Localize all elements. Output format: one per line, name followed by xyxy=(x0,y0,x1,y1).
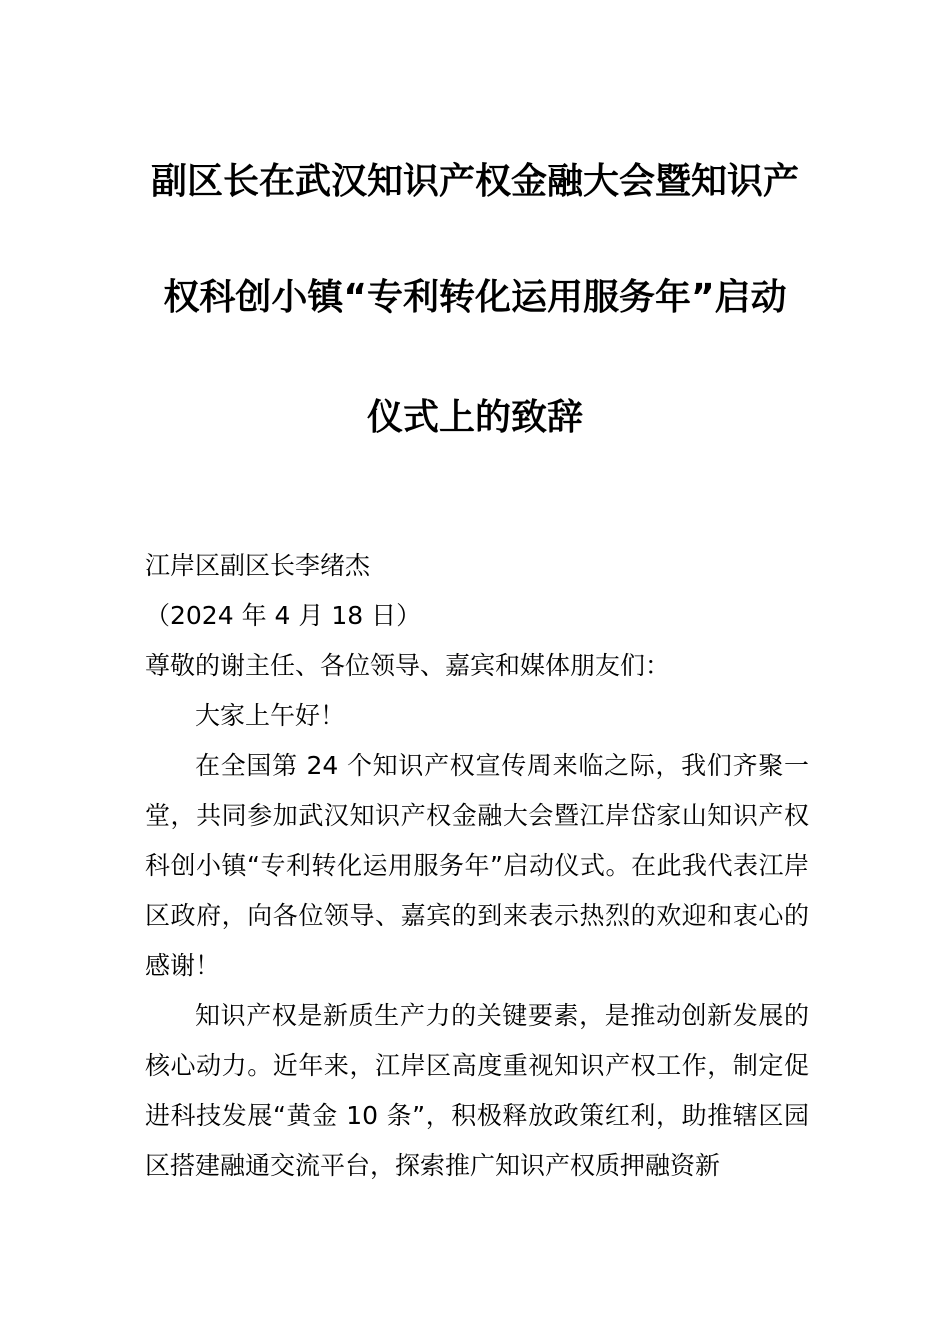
document-title-line-3: 仪式上的致辞 xyxy=(366,397,583,438)
author-line: 江岸区副区长李绪杰 xyxy=(145,551,371,580)
document-title-line-2: 权科创小镇“专利转化运用服务年”启动 xyxy=(163,277,787,318)
document-body xyxy=(145,541,809,1191)
document-title-line-1: 副区长在武汉知识产权金融大会暨知识产 xyxy=(150,161,799,202)
date-line: （2024 年 4 月 18 日） xyxy=(145,601,422,630)
body-paragraph-2: 知识产权是新质生产力的关键要素，是推动创新发展的核心动力。近年来，江岸区高度重视知识产权工作，制定促进科技发展“黄金 10 条”，积极释放政策红利，助推辖区园区搭建融通交流平台，探索推广知识产权质押融资新 xyxy=(145,1001,809,1180)
greeting: 大家上午好！ xyxy=(195,701,346,730)
body-paragraph-1: 在全国第 24 个知识产权宣传周来临之际，我们齐聚一堂，共同参加武汉知识产权金融大会暨江岸岱家山知识产权科创小镇“专利转化运用服务年”启动仪式。在此我代表江岸区政府，向各位领导、嘉宾的到来表示热烈的欢迎和衷心的感谢！ xyxy=(145,751,809,980)
salutation: 尊敬的谢主任、各位领导、嘉宾和媒体朋友们： xyxy=(145,651,671,680)
